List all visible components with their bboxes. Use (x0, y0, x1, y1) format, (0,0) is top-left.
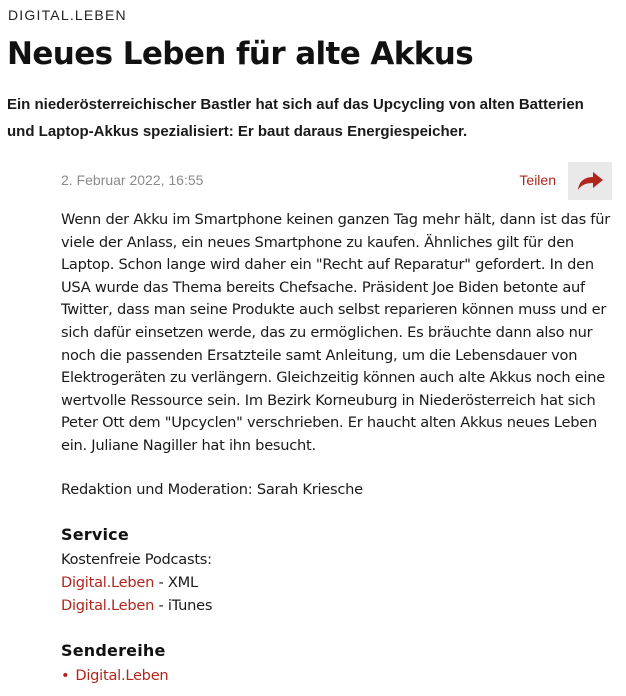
article-lead: Ein niederösterreichischer Bastler hat sich auf das Upcycling von alten Batterien und Laptop-Akkus spezialisiert: Er baut daraus Energiespeicher. (7, 96, 584, 140)
publish-date: 2. Februar 2022, 16:55 (61, 172, 204, 188)
podcast-format-itunes: - iTunes (154, 597, 213, 614)
podcast-format-xml: - XML (154, 574, 198, 591)
share-button[interactable] (568, 162, 612, 200)
bullet-icon: • (61, 667, 70, 684)
sendereihe-link[interactable]: Digital.Leben (75, 667, 169, 684)
article-meta (61, 162, 612, 200)
share-arrow-icon (575, 169, 605, 193)
article-headline: Neues Leben für alte Akkus (7, 36, 474, 72)
share-label[interactable]: Teilen (519, 172, 556, 188)
sendereihe-item (61, 665, 168, 687)
article-body: Wenn der Akku im Smartphone keinen ganzen Tag mehr hält, dann ist das für viele der Anlass, ein neues Smartphone zu kaufen. Ähnliches gilt für den Laptop. Schon lange wird daher ein "Recht auf Reparatur" gefordert. In den USA wurde das Thema bereits Chefsache. Präsident Joe Biden betonte auf Twitter, dass man seine Produkte auch selbst reparieren können muss und er sich dafür einsetzen werde, das zu ermöglichen. Es bräuchte dann also nur noch die passenden Ersatzteile samt Anleitung, um die Lebensdauer von Elektrogeräten zu verlängern. Gleichzeitig können auch alte Akkus noch eine wertvolle Ressource sein. Im Bezirk Korneuburg in Niederösterreich hat sich Peter Ott dem "Upcyclen" verschrieben. Er haucht alten Akkus neues Leben ein. Juliane Nagiller hat ihn besucht. (61, 211, 610, 454)
editorial-credit: Redaktion und Moderation: Sarah Kriesche (61, 481, 363, 498)
podcasts-label: Kostenfreie Podcasts: (61, 551, 212, 568)
section-kicker[interactable]: DIGITAL.LEBEN (8, 7, 127, 23)
service-heading: Service (61, 525, 129, 544)
podcast-link-itunes-row (61, 595, 212, 617)
podcast-link-xml[interactable]: Digital.Leben (61, 574, 155, 591)
podcast-link-xml-row (61, 572, 198, 594)
podcast-link-itunes[interactable]: Digital.Leben (61, 597, 155, 614)
sendereihe-heading: Sendereihe (61, 641, 166, 660)
